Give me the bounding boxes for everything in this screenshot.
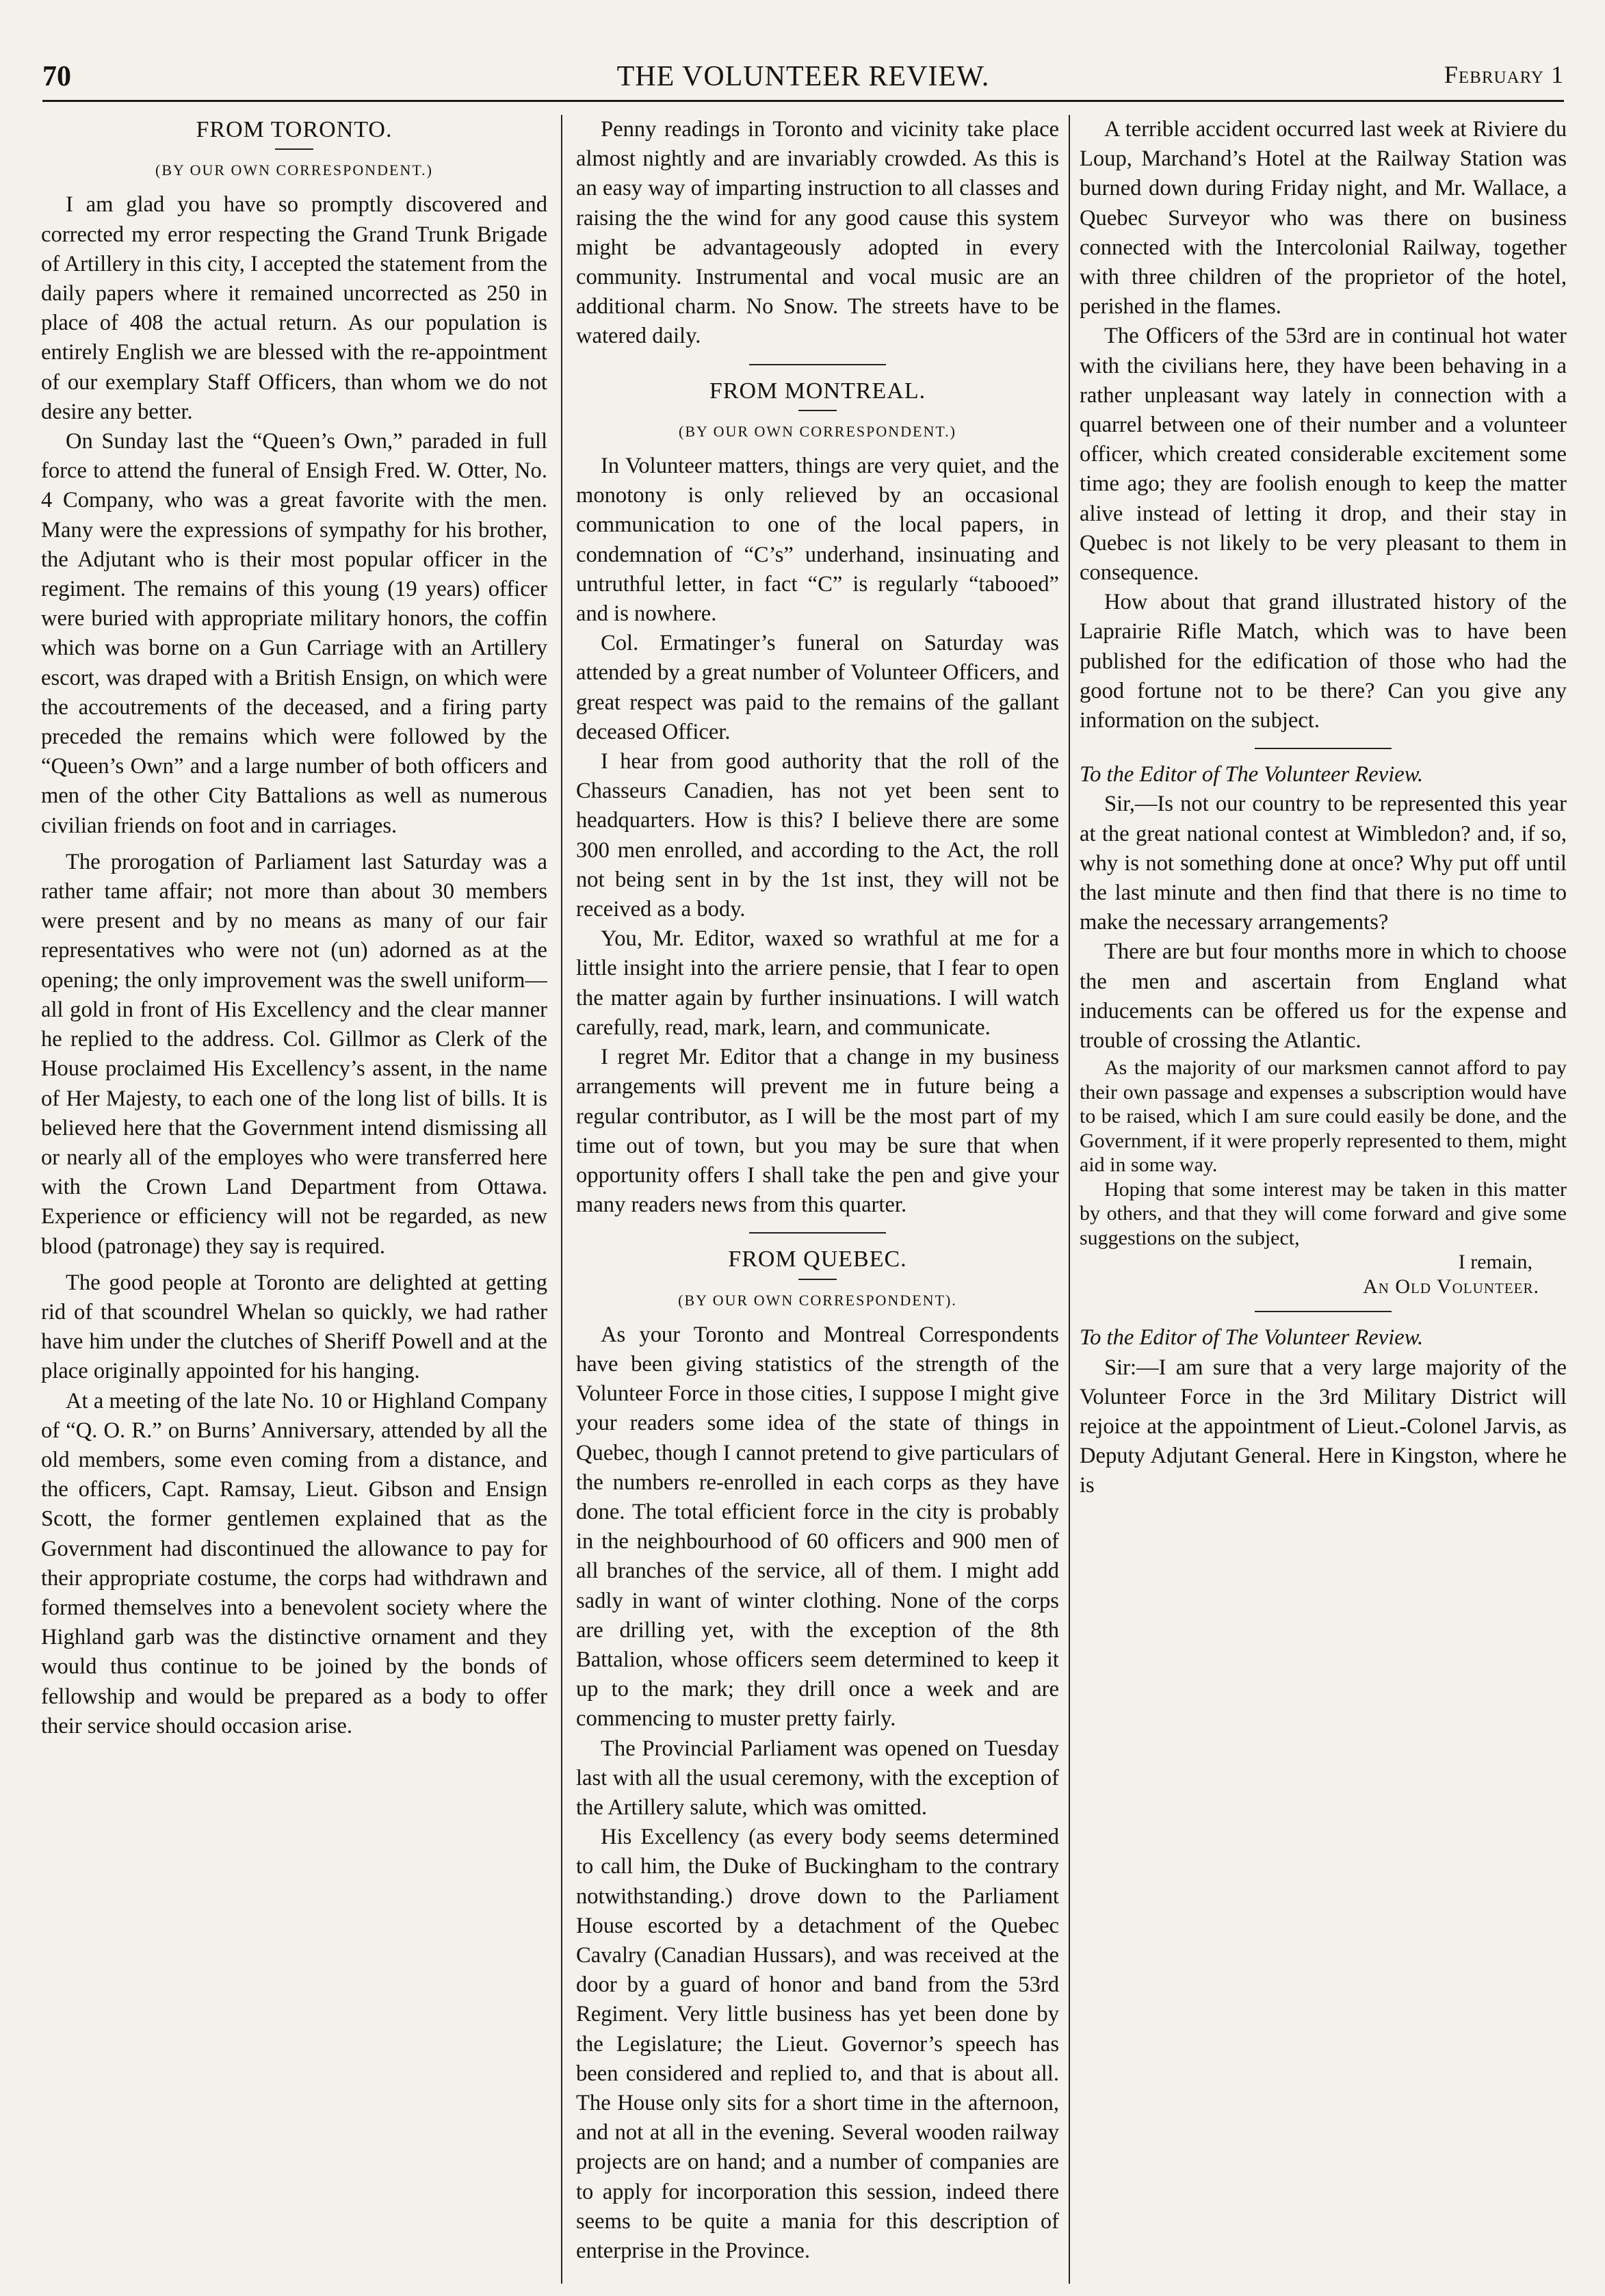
column-1 — [41, 115, 547, 2284]
paragraph: Penny readings in Toronto and vicinity take place almost nightly and are invariably crowded. As this is an easy way of imparting instruction to all classes and raising the the wind for any good cause this system might be advantageously adopted in every community. Instrumental and vocal music are an additional charm. No Snow. The streets have to be watered daily. — [576, 117, 1059, 349]
header-rule — [42, 100, 1564, 102]
paragraph: Col. Ermatinger’s funeral on Saturday was attended by a great number of Volunteer Officers, and great respect was paid to the remains of the gallant deceased Officer. — [576, 631, 1059, 744]
paragraph: As your Toronto and Montreal Correspondents have been giving statistics of the strength of the Volunteer Force in those cities, I suppose I might give your readers some idea of the state of things in Quebec, though I cannot pretend to give particulars of the numbers re-enrolled in each corps as they have done. The total efficient force in the city is probably in the neighbourhood of 60 officers and 900 men of all branches of the service, all of them. I might add sadly in want of winter clothing. None of the corps are drilling yet, with the exception of the 8th Battalion, whose officers seem determined to keep it up to the mark; they drill once a week and are commencing to muster pretty fairly. — [576, 1322, 1059, 1732]
issue-date: February 1 — [1444, 61, 1564, 88]
letter-paragraph: There are but four months more in which to choose the men and ascertain from England what inducements can be offered us for the expense and trouble of crossing the Atlantic. — [1080, 939, 1567, 1054]
section-rule — [1255, 748, 1392, 749]
paragraph: A terrible accident occurred last week at Riviere du Loup, Marchand’s Hotel at the Railway Station was burned down during Friday night, and Mr. Wallace, a Quebec Surveyor who was there on business connected with the Intercolonial Railway, together with three children of the proprietor of the hotel, perished in the flames. — [1080, 117, 1567, 319]
paragraph: The Provincial Parliament was opened on Tuesday last with all the usual ceremony, with the exception of the Artillery salute, which was omitted. — [576, 1736, 1059, 1820]
heading-rule — [275, 148, 313, 150]
article-heading-toronto: FROM TORONTO. — [196, 117, 393, 142]
section-rule — [749, 1232, 886, 1234]
column-3 — [1080, 115, 1567, 2284]
byline-quebec: (BY OUR OWN CORRESPONDENT). — [678, 1291, 957, 1309]
article-heading-quebec: FROM QUEBEC. — [728, 1247, 907, 1273]
paragraph: The Officers of the 53rd are in continual hot water with the civilians here, they have been behaving in a rather unpleasant way lately in connection with a quarrel between one of their number and a volunteer officer, which created considerable excitement some time ago; they are foolish enough to keep the matter alive instead of letting it drop, and their stay in Quebec is not likely to be very pleasant to them in consequence. — [1080, 324, 1567, 586]
heading-rule — [798, 1279, 837, 1280]
page-number: 70 — [42, 61, 71, 92]
letter-paragraph: As the majority of our marksmen cannot afford to pay their own passage and expenses a subscription would have to be raised, which I am sure could easily be done, and the Government, if it were properly represented to them, might aid in some way. — [1080, 1056, 1567, 1177]
newspaper-title: THE VOLUNTEER REVIEW. — [616, 61, 990, 92]
letter-paragraph: Sir:—I am sure that a very large majority of the Volunteer Force in the 3rd Military District will rejoice at the appointment of Lieut.-Colonel Jarvis, as Deputy Adjutant General. Here in Kingston, where he is — [1080, 1355, 1567, 1498]
page-header — [42, 60, 1564, 101]
paragraph: On Sunday last the “Queen’s Own,” paraded in full force to attend the funeral of Ensigh Fred. W. Otter, No. 4 Company, who was a great favorite with the men. Many were the expressions of sympathy for his brother, the Adjutant who is their most popular officer in the regiment. The remains of this young (19 years) officer were buried with appropriate military honors, the coffin which was borne on a Gun Carriage with an Artillery escort, was draped with a British Ensign, on which were the accoutrements of the deceased, and a firing party preceded the remains which were followed by the “Queen’s Own” and a large number of both officers and men of the other City Battalions as well as numerous civilian friends on foot and in carriages. — [41, 429, 547, 838]
paragraph: I hear from good authority that the roll of the Chasseurs Canadien, has not yet been sent to headquarters. How is this? I believe there are some 300 men enrolled, and according to the Act, the roll not being sent in by the 1st inst, they will not be received as a body. — [576, 749, 1059, 922]
letter-signature: An Old Volunteer. — [1363, 1275, 1539, 1298]
paragraph-continued: His Excellency (as every body seems determined to call him, the Duke of Buckingham to the contrary notwithstanding.) drove down to the Parliament House escorted by a detachment of the Quebec Cavalry (Canadian Hussars), and was received at the door by a guard of honor and band from the 53rd Regiment. Very little business has yet been done by the Legislature; the Lieut. Governor’s speech has been considered and replied to, and that is about all. The House only sits for a short time in the afternoon, and not at all in the evening. Several wooden railway projects are on hand; and a number of companies are to apply for incorporation this session, indeed there seems to be quite a mania for this description of enterprise in the Province. — [576, 1825, 1059, 2264]
column-divider — [561, 115, 562, 2284]
letter-address: To the Editor of The Volunteer Review. — [1080, 1325, 1424, 1351]
column-2 — [576, 115, 1059, 2284]
section-rule — [1255, 1311, 1392, 1312]
article-heading-montreal: FROM MONTREAL. — [709, 378, 926, 404]
paragraph: I am glad you have so promptly discovered and corrected my error respecting the Grand Trunk Brigade of Artillery in this city, I accepted the statement from the daily papers where it remained uncorrected as 250 in place of 408 the actual return. As our population is entirely English we are blessed with the re-appointment of our exemplary Staff Officers, than whom we do not desire any better. — [41, 192, 547, 424]
paragraph: The good people at Toronto are delighted at getting rid of that scoundrel Whelan so quickly, we had rather have him under the clutches of Sheriff Powell and at the place originally appointed for his hanging. — [41, 1270, 547, 1384]
letter-paragraph: Hoping that some interest may be taken in this matter by others, and that they will come forward and give some suggestions on the subject, — [1080, 1177, 1567, 1249]
paragraph: In Volunteer matters, things are very quiet, and the monotony is only relieved by an occasional communication to one of the local papers, in condemnation of “C’s” underhand, insinuating and untruthful letter, in fact “C” is regularly “tabooed” and is nowhere. — [576, 454, 1059, 627]
section-rule — [749, 364, 886, 365]
byline-montreal: (BY OUR OWN CORRESPONDENT.) — [679, 422, 956, 440]
byline-toronto: (BY OUR OWN CORRESPONDENT.) — [155, 161, 433, 179]
paragraph: You, Mr. Editor, waxed so wrathful at me for a little insight into the arriere pensie, that I fear to open the matter again by further insinuations. I will watch carefully, read, mark, learn, and communicate. — [576, 926, 1059, 1040]
heading-rule — [798, 410, 837, 411]
paragraph: How about that grand illustrated history of the Laprairie Rifle Match, which was to have been published for the edification of those who had the good fortune not to be there? Can you give any information on the subject. — [1080, 590, 1567, 733]
paragraph: At a meeting of the late No. 10 or Highland Company of “Q. O. R.” on Burns’ Anniversary, attended by all the old members, some even coming from a distance, and the officers, Capt. Ramsay, Lieut. Gibson and Ensign Scott, the former gentlemen explained that as the Government had discontinued the allowance to pay for their appropriate costume, the corps had withdrawn and formed themselves into a benevolent society where the Highland garb was the distinctive ornament and they would thus continue to be joined by the bonds of fellowship and would be prepared as a body to offer their service should occasion arise. — [41, 1388, 547, 1738]
letter-paragraph: Sir,—Is not our country to be represented this year at the great national contest at Wimbledon? and, if so, why is not something done at once? Why put off until the last minute and then find that there is no time to make the necessary arrangements? — [1080, 792, 1567, 935]
column-divider — [1069, 115, 1070, 2284]
paragraph: I regret Mr. Editor that a change in my business arrangements will prevent me in future being a regular contributor, as I will be the most part of my time out of town, but you may be sure that when opportunity offers I shall take the pen and give your many readers news from this quarter. — [576, 1045, 1059, 1218]
letter-address: To the Editor of The Volunteer Review. — [1080, 762, 1424, 787]
paragraph: The prorogation of Parliament last Saturday was a rather tame affair; not more than about 30 members were present and by no means as many of our fair representatives who were not (un) adorned as at the opening; the only improvement was the swell uniform—all gold in front of His Excellency and the clear manner he replied to the address. Col. Gillmor as Clerk of the House proclaimed His Excellency’s assent, in the name of Her Majesty, to each one of the long list of bills. It is believed here that the Government intend dismissing all or nearly all of the employes who were transferred here with the Crown Land Department from Ottawa. Experience or efficiency will not be regarded, as new blood (patronage) they say is required. — [41, 849, 547, 1259]
letter-closing: I remain, — [1458, 1251, 1532, 1274]
